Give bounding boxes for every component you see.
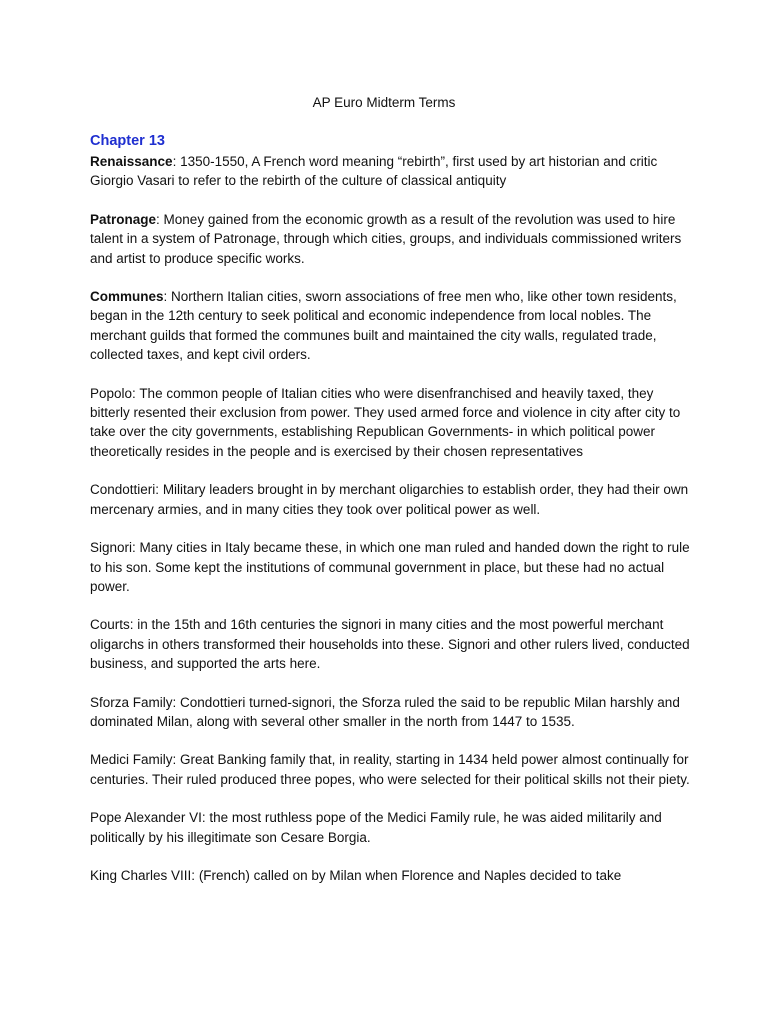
document-body (90, 131, 690, 904)
term-definition: (French) called on by Milan when Florence and Naples decided to take (198, 867, 622, 883)
term-label: Popolo (90, 385, 133, 401)
term-paragraph (90, 808, 690, 847)
term-label: Communes (90, 289, 164, 305)
term-separator: : (156, 211, 164, 227)
term-separator: : (132, 385, 140, 401)
term-definition: in the 15th and 16th centuries the signori in many cities and the most powerful merchant oligarchs in others transformed their households into these. Signori and other rulers lived, conducted business, and supported the arts here. (90, 617, 690, 672)
term-separator: : (172, 154, 181, 169)
term-separator: : (172, 752, 181, 768)
term-label: Sforza Family (90, 694, 173, 710)
term-label: King Charles VIII (90, 867, 192, 883)
term-definition: Many cities in Italy became these, in which one man ruled and handed down the right to rule to his son. Some kept the institutions of communal government in place, but these had no actual power. (90, 540, 690, 594)
term-separator: : (129, 617, 138, 633)
term-paragraph (90, 750, 690, 789)
term-definition: Northern Italian cities, sworn associations of free men who, like other town residents, began in the 12th century to seek political and economic independence from local nobles. The merchant guilds that formed the communes built and maintained the city walls, regulated trade, collected taxes, and kept civil orders. (90, 289, 677, 363)
term-definition: Military leaders brought in by merchant oligarchies to establish order, they had their own mercenary armies, and in many cities they took over political power as well. (90, 482, 689, 517)
terms-list (90, 152, 690, 885)
term-paragraph (90, 615, 690, 673)
term-paragraph (90, 152, 690, 191)
term-separator: : (163, 289, 172, 305)
term-paragraph (90, 866, 690, 885)
term-separator: : (155, 482, 163, 498)
term-definition: the most ruthless pope of the Medici Family rule, he was aided militarily and politically by his illegitimate son Cesare Borgia. (90, 810, 662, 845)
term-label: Patronage (90, 211, 157, 227)
term-label: Renaissance (90, 154, 173, 169)
term-definition: Great Banking family that, in reality, starting in 1434 held power almost continually for centuries. Their ruled produced three popes, who were selected for their political skills not their piety. (90, 752, 690, 787)
document-title: AP Euro Midterm Terms (312, 95, 456, 110)
term-label: Signori (90, 540, 133, 556)
term-paragraph (90, 693, 690, 732)
term-separator: : (172, 694, 181, 710)
term-paragraph (90, 210, 690, 268)
term-definition: Money gained from the economic growth as a result of the revolution was used to hire talent in a system of Patronage, through which cities, groups, and individuals commissioned writers and artist to produce specific works. (90, 211, 682, 266)
term-paragraph (90, 480, 690, 519)
term-label: Pope Alexander VI (90, 810, 202, 826)
term-separator: : (191, 867, 199, 883)
term-paragraph (90, 287, 690, 365)
term-label: Condottieri (90, 482, 156, 498)
term-paragraph (90, 384, 690, 462)
term-separator: : (201, 810, 210, 826)
chapter-heading: Chapter 13 (90, 133, 165, 149)
term-paragraph (90, 538, 690, 596)
term-definition: Condottieri turned-signori, the Sforza ruled the said to be republic Milan harshly and dominated Milan, along with several other smaller in the north from 1447 to 1535. (90, 694, 680, 729)
term-label: Courts (90, 617, 130, 633)
term-definition: The common people of Italian cities who were disenfranchised and heavily taxed, they bitterly resented their exclusion from power. They used armed force and violence in city after city to take over the city governments, establishing Republican Governments- in which political power theoretically resides in the people and is exercised by their chosen representatives (90, 385, 681, 459)
term-separator: : (132, 540, 140, 556)
term-label: Medici Family (90, 752, 173, 768)
term-definition: 1350-1550, A French word meaning “rebirth”, first used by art historian and critic Giorgio Vasari to refer to the rebirth of the culture of classical antiquity (90, 154, 658, 189)
